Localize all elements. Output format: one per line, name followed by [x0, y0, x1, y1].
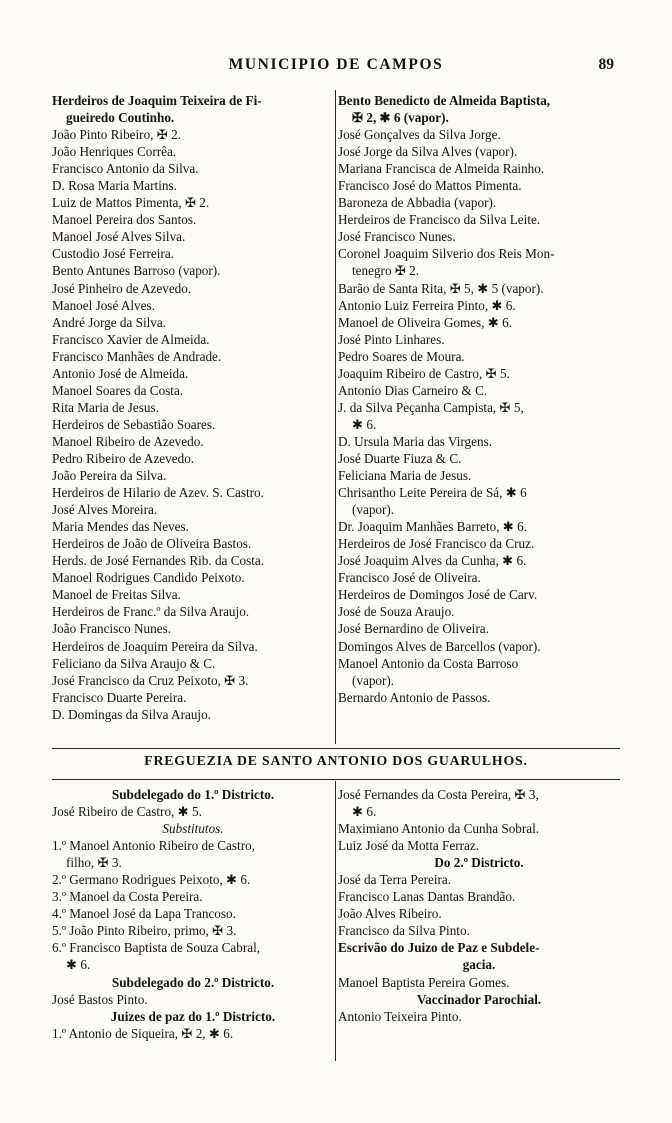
list-item: D. Domingas da Silva Araujo.: [52, 706, 211, 722]
list-item: José Gonçalves da Silva Jorge.: [338, 127, 501, 143]
subheading: Subdelegado do 2.º Districto.: [111, 974, 275, 990]
list-item: Antonio Luiz Ferreira Pinto, ✱ 6.: [338, 297, 516, 313]
list-item: Baroneza de Abbadia (vapor).: [338, 195, 497, 211]
list-item: 4.º Manoel José da Lapa Trancoso.: [52, 906, 236, 922]
list-item: Francisco da Silva Pinto.: [338, 923, 470, 939]
subheading: gacia.: [462, 957, 496, 973]
page-title: MUNICIPIO DE CAMPOS: [228, 56, 444, 73]
list-item: 3.º Manoel da Costa Pereira.: [52, 889, 203, 905]
list-item: Mariana Francisca de Almeida Rainho.: [338, 161, 545, 177]
list-item: Antonio José de Almeida.: [52, 365, 189, 381]
subheading: Substitutos.: [162, 821, 224, 837]
list-item: Feliciana Maria de Jesus.: [338, 468, 472, 484]
list-item: Herdeiros de Francisco da Silva Leite.: [338, 212, 541, 228]
list-item: Luiz de Mattos Pimenta, ✠ 2.: [52, 195, 210, 211]
list-item: Dr. Joaquim Manhães Barreto, ✱ 6.: [338, 519, 528, 535]
subheading: Subdelegado do 1.º Districto.: [111, 787, 275, 802]
list-item: tenegro ✠ 2.: [352, 263, 420, 279]
column-divider-bottom: [335, 781, 336, 1061]
list-item: Francisco José do Mattos Pimenta.: [338, 178, 522, 194]
section-rule-top: [52, 748, 620, 749]
list-item: ✱ 6.: [352, 804, 377, 820]
page-number: 89: [598, 56, 614, 73]
list-item: Manoel Soares da Costa.: [52, 382, 184, 398]
subheading: Escrivão do Juizo de Paz e Subdele-: [338, 940, 540, 956]
list-item: José Jorge da Silva Alves (vapor).: [338, 144, 518, 160]
subheading: Vaccinador Parochial.: [416, 991, 542, 1007]
subheading: Do 2.º Districto.: [434, 855, 524, 871]
list-item: Pedro Ribeiro de Azevedo.: [52, 450, 195, 466]
list-item: Rita Maria de Jesus.: [52, 399, 159, 415]
list-item: Manoel Ribeiro de Azevedo.: [52, 433, 204, 449]
list-item: José Duarte Fiuza & C.: [338, 450, 462, 466]
list-item: José Pinto Linhares.: [338, 331, 445, 347]
list-item: José Bastos Pinto.: [52, 991, 148, 1007]
list-item: José Francisco Nunes.: [338, 229, 456, 245]
list-item: Herdeiros de Franc.º da Silva Araujo.: [52, 604, 250, 620]
list-item: José da Terra Pereira.: [338, 872, 452, 888]
list-item: Herdeiros de Joaquim Teixeira de Fi-: [52, 93, 262, 108]
section-title: FREGUEZIA DE SANTO ANTONIO DOS GUARULHOS.: [144, 753, 528, 768]
list-item: Francisco Manhães de Andrade.: [52, 348, 222, 364]
list-item: Bento Antunes Barroso (vapor).: [52, 263, 221, 279]
list-item: Herdeiros de Joaquim Pereira da Silva.: [52, 638, 258, 654]
list-item: Herdeiros de Hilario de Azev. S. Castro.: [52, 485, 264, 501]
list-item: Manoel José Alves.: [52, 297, 155, 313]
list-item: Francisco Lanas Dantas Brandão.: [338, 889, 516, 905]
list-item: Manoel Pereira dos Santos.: [52, 212, 197, 228]
list-item: Antonio Teixeira Pinto.: [338, 1008, 462, 1024]
list-item: João Henriques Corrêa.: [52, 144, 177, 160]
list-item: André Jorge da Silva.: [52, 314, 167, 330]
list-item: 1.º Manoel Antonio Ribeiro de Castro,: [52, 838, 255, 854]
list-item: 5.º João Pinto Ribeiro, primo, ✠ 3.: [52, 923, 237, 939]
list-item: Manoel Rodrigues Candido Peixoto.: [52, 570, 245, 586]
list-item: Herdeiros de José Francisco da Cruz.: [338, 536, 535, 552]
list-item: José Ribeiro de Castro, ✱ 5.: [52, 804, 202, 820]
list-item: José Pinheiro de Azevedo.: [52, 280, 192, 296]
list-item: ✱ 6.: [66, 957, 91, 973]
list-item: Barão de Santa Rita, ✠ 5, ✱ 5 (vapor).: [338, 280, 544, 296]
column-top-right: [338, 92, 620, 706]
column-bottom-right: [338, 786, 620, 1025]
list-item: Manoel Baptista Pereira Gomes.: [338, 974, 510, 990]
list-item: Herds. de José Fernandes Rib. da Costa.: [52, 553, 265, 569]
subheading: Juizes de paz do 1.º Districto.: [110, 1008, 276, 1024]
list-item: João Pereira da Silva.: [52, 468, 167, 484]
column-divider-top: [335, 90, 336, 744]
list-item: (vapor).: [352, 672, 395, 688]
list-item: José Bernardino de Oliveira.: [338, 621, 489, 637]
list-item: José Francisco da Cruz Peixoto, ✠ 3.: [52, 672, 249, 688]
list-item: Custodio José Ferreira.: [52, 246, 174, 262]
list-item: João Alves Ribeiro.: [338, 906, 442, 922]
list-item: Herdeiros de Domingos José de Carv.: [338, 587, 538, 603]
list-item: Manoel de Oliveira Gomes, ✱ 6.: [338, 314, 513, 330]
list-item: Herdeiros de Sebastião Soares.: [52, 416, 216, 432]
list-item: Domingos Alves de Barcellos (vapor).: [338, 638, 541, 654]
list-item: Coronel Joaquim Silverio dos Reis Mon-: [338, 246, 555, 262]
list-item: filho, ✠ 3.: [66, 855, 122, 871]
list-item: Antonio Dias Carneiro & C.: [338, 382, 488, 398]
list-item: ✠ 2, ✱ 6 (vapor).: [352, 110, 449, 126]
list-item: 1.º Antonio de Siqueira, ✠ 2, ✱ 6.: [52, 1025, 234, 1041]
list-item: José Joaquim Alves da Cunha, ✱ 6.: [338, 553, 527, 569]
list-item: J. da Silva Peçanha Campista, ✠ 5,: [338, 399, 524, 415]
list-item: Bento Benedicto de Almeida Baptista,: [338, 93, 551, 108]
list-item: Manoel José Alves Silva.: [52, 229, 186, 245]
list-item: Maria Mendes das Neves.: [52, 519, 189, 535]
column-top-left: [52, 92, 334, 723]
list-item: Francisco Xavier de Almeida.: [52, 331, 210, 347]
list-item: Chrisantho Leite Pereira de Sá, ✱ 6: [338, 485, 527, 501]
list-item: Manoel Antonio da Costa Barroso: [338, 655, 519, 671]
list-item: gueiredo Coutinho.: [66, 110, 175, 126]
page-header: [0, 56, 672, 82]
list-item: Joaquim Ribeiro de Castro, ✠ 5.: [338, 365, 510, 381]
section-rule-bottom: [52, 779, 620, 780]
list-item: João Pinto Ribeiro, ✠ 2.: [52, 127, 182, 143]
list-item: Francisco Duarte Pereira.: [52, 689, 187, 705]
list-item: Feliciano da Silva Araujo & C.: [52, 655, 216, 671]
list-item: Herdeiros de João de Oliveira Bastos.: [52, 536, 252, 552]
list-item: Luiz José da Motta Ferraz.: [338, 838, 479, 854]
list-item: Manoel de Freitas Silva.: [52, 587, 181, 603]
list-item: José Fernandes da Costa Pereira, ✠ 3,: [338, 787, 539, 802]
list-item: D. Rosa Maria Martins.: [52, 178, 177, 194]
list-item: Francisco José de Oliveira.: [338, 570, 481, 586]
list-item: Francisco Antonio da Silva.: [52, 161, 199, 177]
list-item: Pedro Soares de Moura.: [338, 348, 465, 364]
list-item: 2.º Germano Rodrigues Peixoto, ✱ 6.: [52, 872, 251, 888]
list-item: José de Souza Araujo.: [338, 604, 455, 620]
list-item: 6.º Francisco Baptista de Souza Cabral,: [52, 940, 261, 956]
list-item: D. Ursula Maria das Virgens.: [338, 433, 493, 449]
column-bottom-left: [52, 786, 334, 1042]
list-item: José Alves Moreira.: [52, 502, 158, 518]
list-item: (vapor).: [352, 502, 395, 518]
list-item: João Francisco Nunes.: [52, 621, 172, 637]
list-item: ✱ 6.: [352, 416, 377, 432]
list-item: Maximiano Antonio da Cunha Sobral.: [338, 821, 540, 837]
list-item: Bernardo Antonio de Passos.: [338, 689, 491, 705]
